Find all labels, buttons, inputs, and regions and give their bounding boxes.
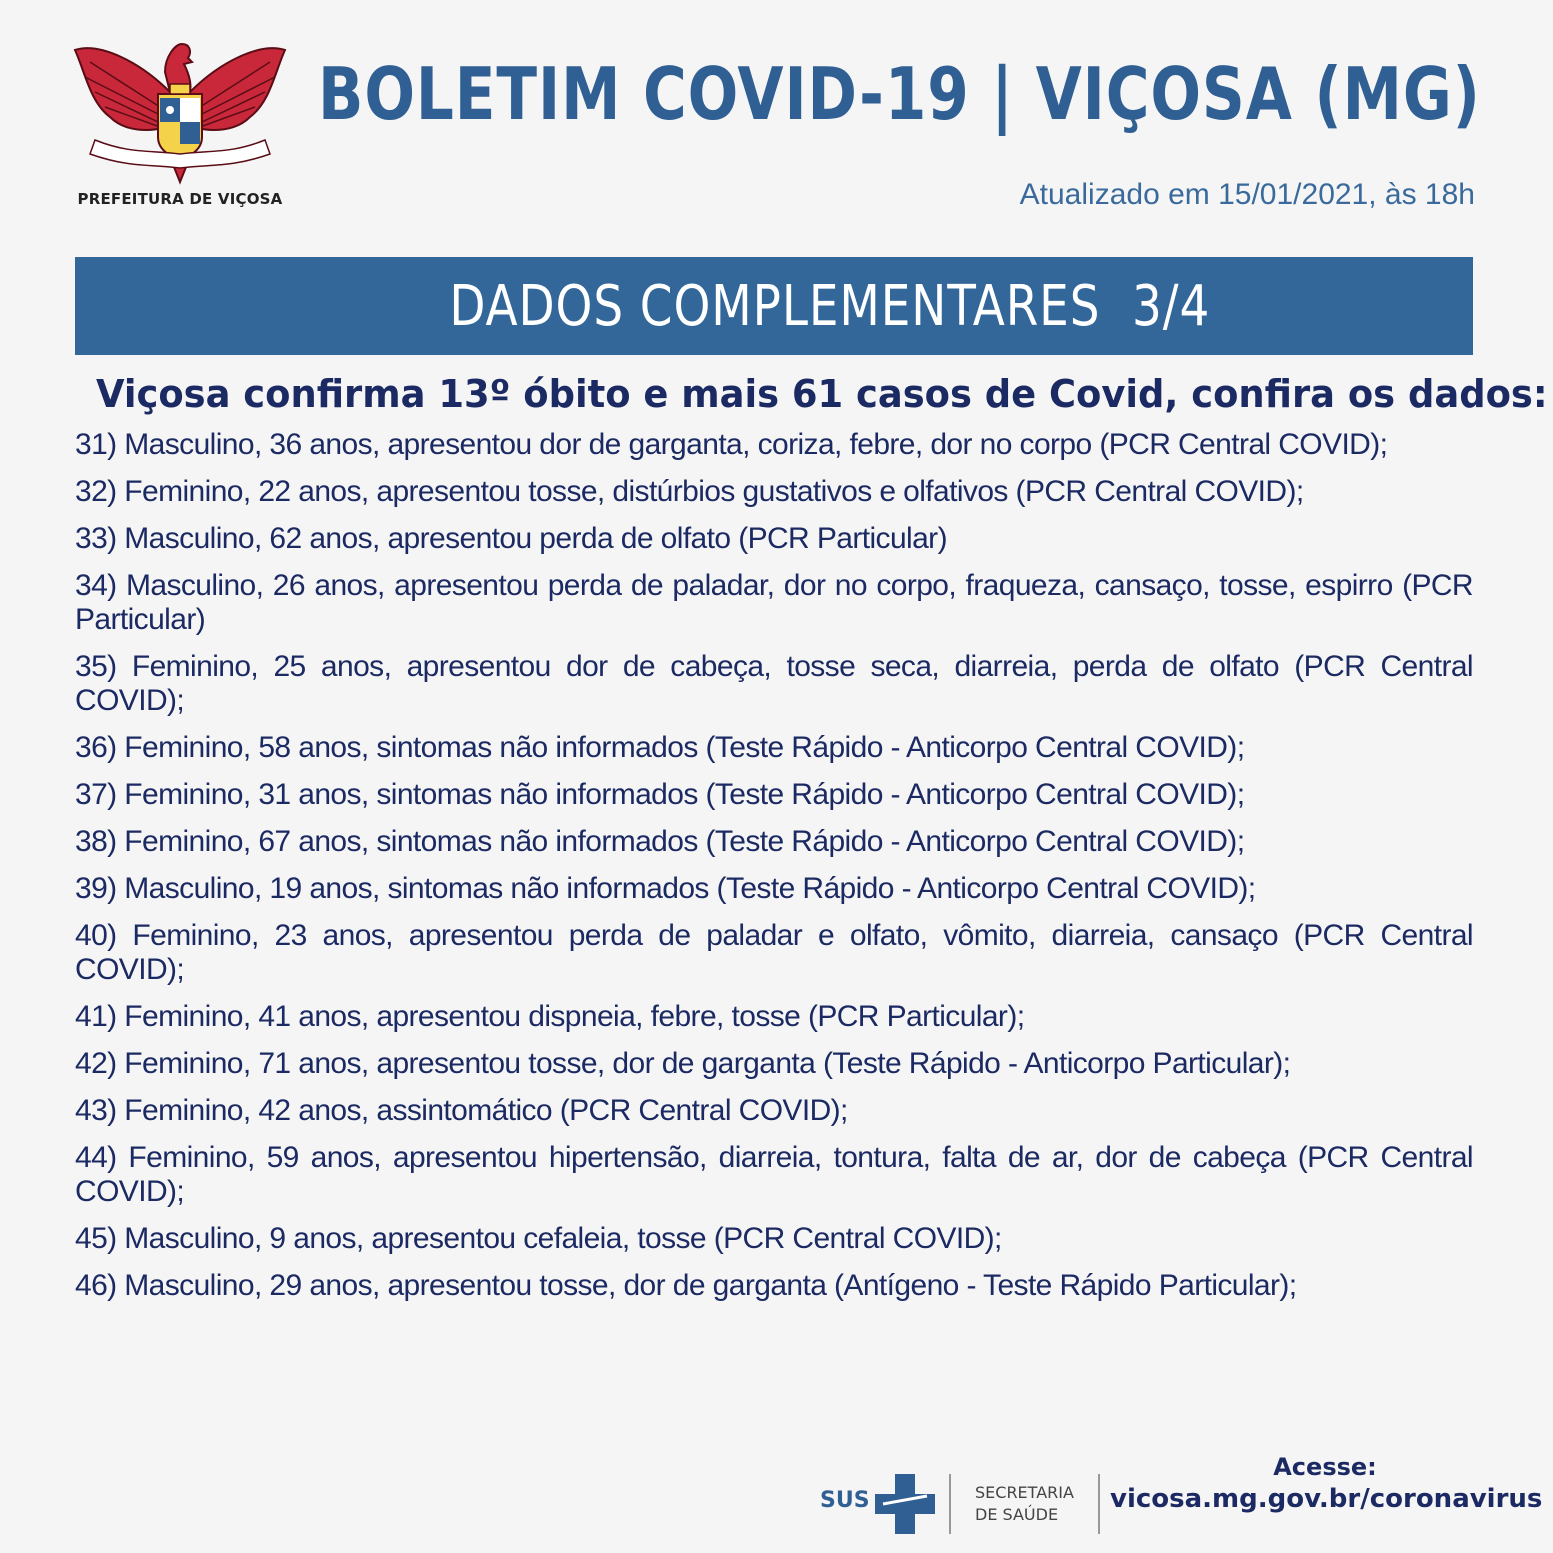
section-banner <box>75 257 1473 355</box>
list-item: 43) Feminino, 42 anos, assintomático (PCR Central COVID); <box>75 1094 848 1127</box>
list-item: 46) Masculino, 29 anos, apresentou tosse, dor de garganta (Antígeno - Teste Rápido Particular); <box>75 1269 1297 1302</box>
sus-label: SUS <box>820 1488 870 1513</box>
update-timestamp: Atualizado em 15/01/2021, às 18h <box>1019 178 1475 211</box>
list-item: 41) Feminino, 41 anos, apresentou dispneia, febre, tosse (PCR Particular); <box>75 1000 1025 1033</box>
logo-label: PREFEITURA DE VIÇOSA <box>77 190 283 208</box>
list-item: 45) Masculino, 9 anos, apresentou cefaleia, tosse (PCR Central COVID); <box>75 1222 1002 1255</box>
list-item: 40) Feminino, 23 anos, apresentou perda de paladar e olfato, vômito, diarreia, cansaço (PCR Central COVID); <box>75 919 1473 986</box>
list-item: 38) Feminino, 67 anos, sintomas não informados (Teste Rápido - Anticorpo Central COVID); <box>75 825 1245 858</box>
list-item: 34) Masculino, 26 anos, apresentou perda de paladar, dor no corpo, fraqueza, cansaço, tosse, espirro (PCR Particular) <box>75 569 1473 636</box>
sus-logo <box>820 1474 940 1534</box>
eagle-coat-of-arms-icon <box>70 32 290 192</box>
sus-cross-icon <box>875 1474 935 1534</box>
list-item: 31) Masculino, 36 anos, apresentou dor de garganta, coriza, febre, dor no corpo (PCR Central COVID); <box>75 428 1388 461</box>
access-label: Acesse: <box>1273 1453 1377 1481</box>
list-item: 44) Feminino, 59 anos, apresentou hipertensão, diarreia, tontura, falta de ar, dor de cabeça (PCR Central COVID); <box>75 1141 1473 1208</box>
list-item: 36) Feminino, 58 anos, sintomas não informados (Teste Rápido - Anticorpo Central COVID); <box>75 731 1245 764</box>
access-url[interactable]: vicosa.mg.gov.br/coronavirus <box>1110 1484 1543 1514</box>
list-item: 42) Feminino, 71 anos, apresentou tosse, dor de garganta (Teste Rápido - Anticorpo Particular); <box>75 1047 1291 1080</box>
banner-text: DADOS COMPLEMENTARES 3/4 <box>449 273 1211 339</box>
municipal-logo <box>70 32 290 217</box>
secretaria-line-2: DE SAÚDE <box>975 1505 1059 1524</box>
case-list <box>75 428 1473 1316</box>
secretaria-label <box>975 1482 1074 1526</box>
secretaria-line-1: SECRETARIA <box>975 1483 1074 1502</box>
list-item: 32) Feminino, 22 anos, apresentou tosse, distúrbios gustativos e olfativos (PCR Central COVID); <box>75 475 1304 508</box>
footer-divider-2 <box>1098 1474 1100 1534</box>
page-title: BOLETIM COVID-19 | VIÇOSA (MG) <box>318 52 1481 136</box>
list-item: 33) Masculino, 62 anos, apresentou perda de olfato (PCR Particular) <box>75 522 947 555</box>
access-block <box>1110 1452 1543 1516</box>
list-item: 37) Feminino, 31 anos, sintomas não informados (Teste Rápido - Anticorpo Central COVID); <box>75 778 1245 811</box>
list-item: 39) Masculino, 19 anos, sintomas não informados (Teste Rápido - Anticorpo Central COVID); <box>75 872 1256 905</box>
headline: Viçosa confirma 13º óbito e mais 61 casos de Covid, confira os dados: <box>95 372 1548 416</box>
list-item: 35) Feminino, 25 anos, apresentou dor de cabeça, tosse seca, diarreia, perda de olfato (PCR Central COVID); <box>75 650 1473 717</box>
footer-divider-1 <box>949 1474 951 1534</box>
